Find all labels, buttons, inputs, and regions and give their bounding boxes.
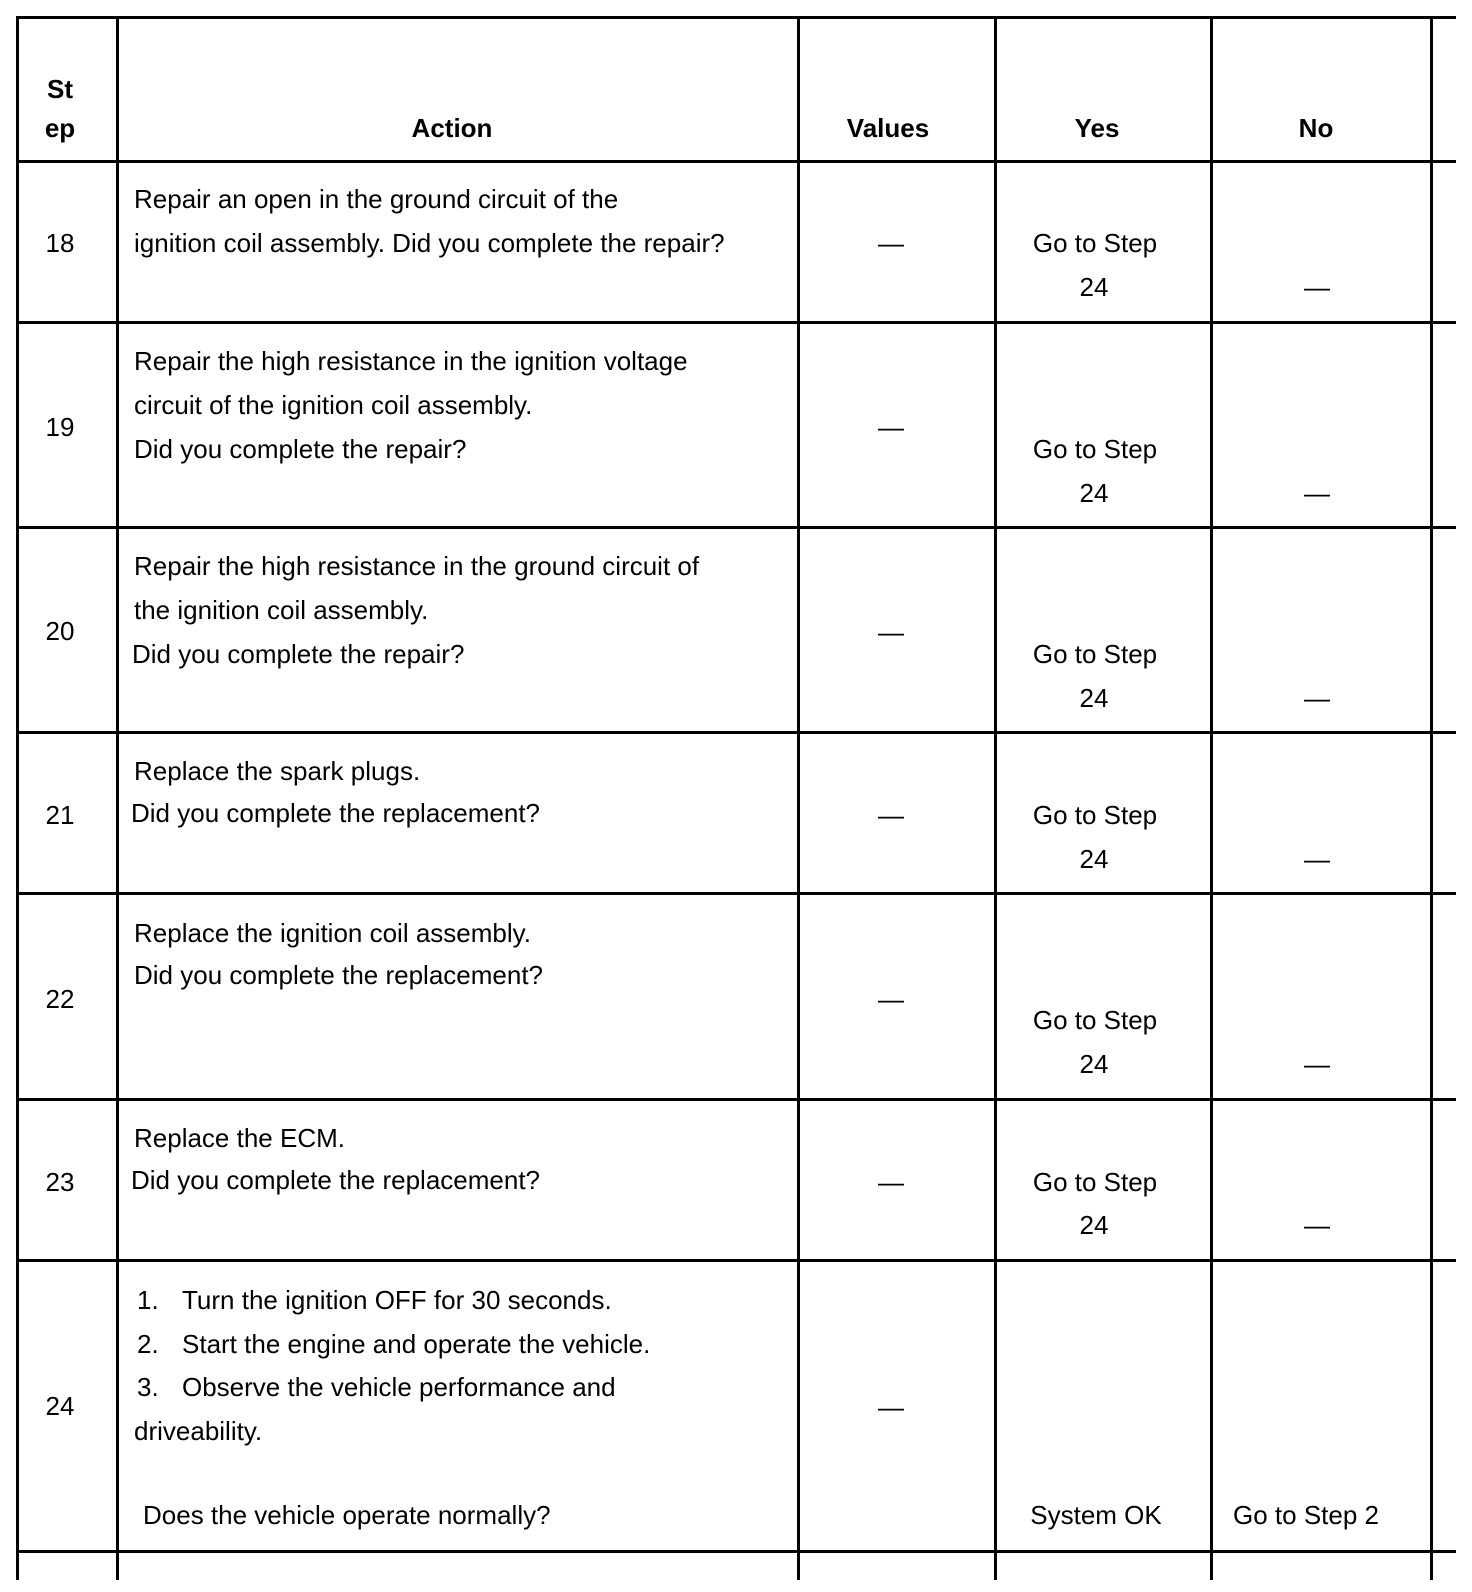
table-rule	[16, 731, 1456, 734]
yes-go-to-step: Go to Step	[1032, 228, 1158, 258]
table-rule	[16, 16, 19, 1580]
table-rule	[16, 892, 1456, 895]
action-question: Does the vehicle operate normally?	[143, 1500, 551, 1530]
no-dash: —	[1304, 844, 1330, 874]
no-dash: —	[1304, 1049, 1330, 1079]
action-text: Replace the ECM.	[134, 1123, 345, 1153]
action-text: Did you complete the replacement?	[131, 798, 541, 828]
yes-step-number: 24	[1079, 683, 1109, 713]
values-dash: —	[878, 617, 904, 647]
yes-go-to-step: Go to Step	[1032, 434, 1158, 464]
action-text: Replace the spark plugs.	[134, 756, 421, 786]
step-number: 24	[45, 1391, 75, 1421]
yes-go-to-step: Go to Step	[1032, 1005, 1158, 1035]
table-rule	[16, 160, 1456, 163]
yes-result: System OK	[1030, 1500, 1162, 1530]
action-text: Did you complete the repair?	[134, 434, 467, 464]
yes-step-number: 24	[1079, 272, 1109, 302]
table-rule	[994, 16, 997, 1580]
step-number: 23	[45, 1167, 75, 1197]
list-number: 3.	[137, 1372, 159, 1402]
values-dash: —	[878, 1392, 904, 1422]
action-text: Repair the high resistance in the ground circuit of	[134, 551, 700, 581]
action-text: driveability.	[134, 1416, 263, 1446]
table-rule	[16, 526, 1456, 529]
header-values: Values	[846, 113, 930, 143]
action-text: Did you complete the repair?	[132, 639, 465, 669]
values-dash: —	[878, 412, 904, 442]
table-rule	[16, 16, 1456, 19]
list-number: 2.	[137, 1329, 159, 1359]
values-dash: —	[878, 228, 904, 258]
action-text: Replace the ignition coil assembly.	[134, 918, 531, 948]
yes-step-number: 24	[1079, 478, 1109, 508]
header-action: Action	[411, 113, 493, 143]
yes-go-to-step: Go to Step	[1032, 639, 1158, 669]
table-rule	[16, 1259, 1456, 1262]
header-no: No	[1298, 113, 1334, 143]
no-dash: —	[1304, 478, 1330, 508]
values-dash: —	[878, 1167, 904, 1197]
no-dash: —	[1304, 1210, 1330, 1240]
action-text: circuit of the ignition coil assembly.	[134, 390, 533, 420]
step-number: 18	[45, 228, 75, 258]
table-rule	[16, 1550, 1456, 1553]
no-dash: —	[1304, 683, 1330, 713]
yes-step-number: 24	[1079, 1210, 1109, 1240]
action-text: the ignition coil assembly.	[134, 595, 429, 625]
list-text: Start the engine and operate the vehicle.	[182, 1329, 651, 1359]
action-text: ignition coil assembly. Did you complete the repair?	[134, 228, 725, 258]
step-number: 21	[45, 800, 75, 830]
list-text: Observe the vehicle performance and	[182, 1372, 616, 1402]
table-rule	[797, 16, 800, 1580]
table-rule	[116, 16, 119, 1580]
header-yes: Yes	[1074, 113, 1120, 143]
step-number: 19	[45, 412, 75, 442]
table-rule	[16, 321, 1456, 324]
action-text: Did you complete the replacement?	[131, 1165, 541, 1195]
list-number: 1.	[137, 1285, 159, 1315]
list-text: Turn the ignition OFF for 30 seconds.	[182, 1285, 612, 1315]
header-step-line1: St	[47, 74, 73, 104]
no-result: Go to Step 2	[1233, 1500, 1379, 1530]
step-number: 20	[45, 616, 75, 646]
yes-step-number: 24	[1079, 1049, 1109, 1079]
action-text: Repair the high resistance in the ignition voltage	[134, 346, 688, 376]
header-step-line2: ep	[44, 113, 76, 143]
table-rule	[16, 1098, 1456, 1101]
table-rule	[1210, 16, 1213, 1580]
action-text: Did you complete the replacement?	[134, 960, 544, 990]
table-rule	[1430, 16, 1433, 1580]
yes-go-to-step: Go to Step	[1032, 1167, 1158, 1197]
no-dash: —	[1304, 272, 1330, 302]
yes-go-to-step: Go to Step	[1032, 800, 1158, 830]
yes-step-number: 24	[1079, 844, 1109, 874]
action-text: Repair an open in the ground circuit of the	[134, 184, 619, 214]
values-dash: —	[878, 800, 904, 830]
step-number: 22	[45, 984, 75, 1014]
values-dash: —	[878, 984, 904, 1014]
